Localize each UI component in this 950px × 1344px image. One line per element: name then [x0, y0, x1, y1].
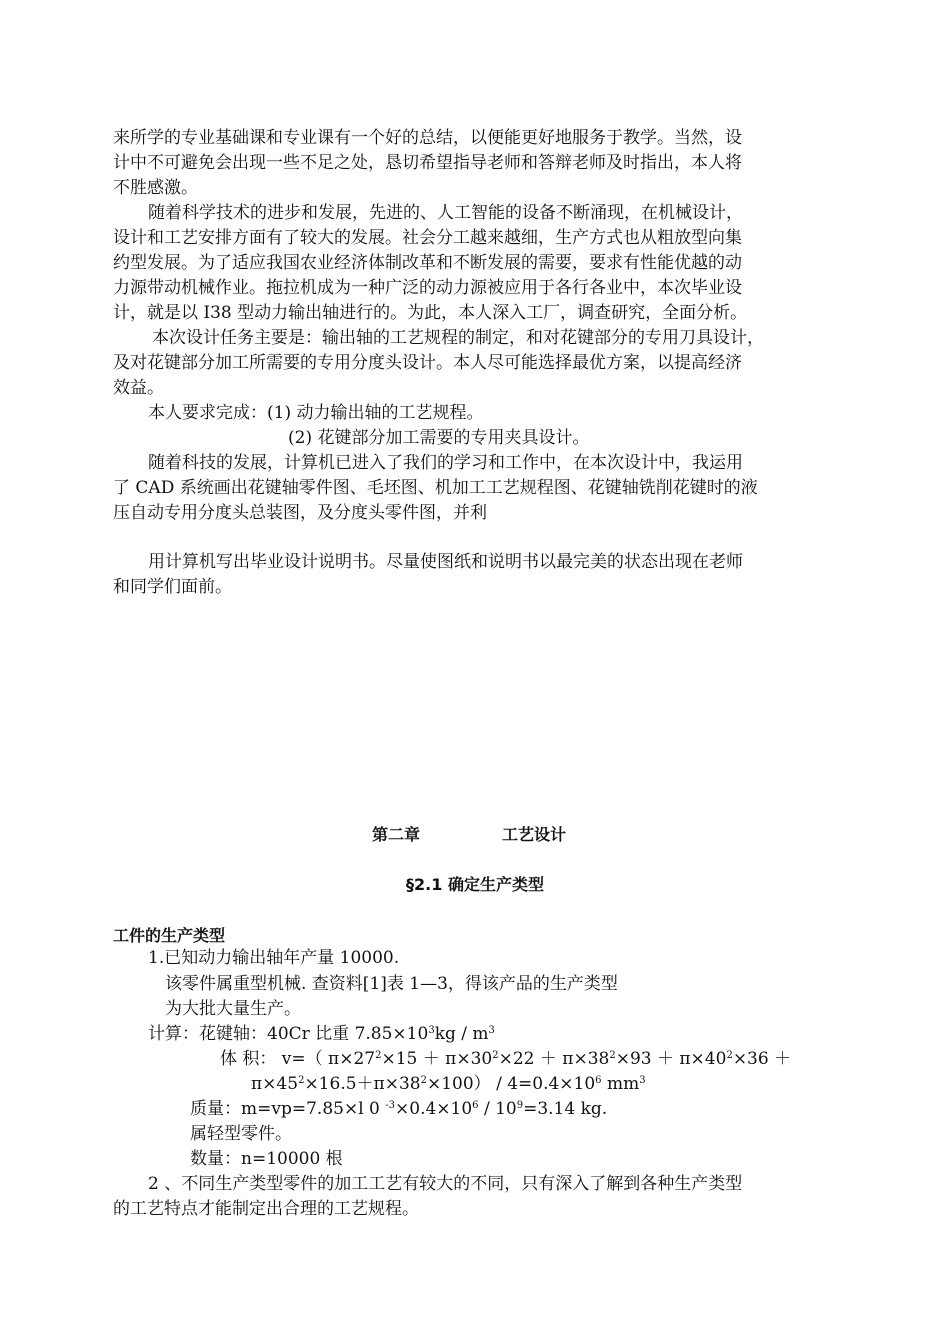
formula-part: =3.14 kg.: [523, 1099, 608, 1119]
text-line: 属轻型零件。: [190, 1124, 292, 1144]
mass-formula-line: [190, 1097, 607, 1121]
formula-part: π×45: [251, 1074, 299, 1094]
text-line: 力源带动机械作业。拖拉机成为一种广泛的动力源被应用于各行各业中，本次毕业设: [113, 278, 742, 298]
formula-part: ×93 ＋ π×40: [615, 1049, 727, 1069]
chapter-title: 工艺设计: [502, 825, 567, 844]
calculation-line: [148, 1022, 495, 1046]
formula-part: ×15 ＋ π×30: [381, 1049, 493, 1069]
exponent: 3: [488, 1025, 495, 1036]
text-line: 来所学的专业基础课和专业课有一个好的总结，以便能更好地服务于教学。当然，设: [113, 128, 742, 148]
text-line: 2 、不同生产类型零件的加工工艺有较大的不同，只有深入了解到各种生产类型: [148, 1174, 743, 1194]
calc-text: 计算：花键轴：40Cr 比重 7.85×10: [148, 1024, 429, 1044]
exponent: 2: [492, 1050, 499, 1061]
formula-part: ×22 ＋ π×38: [498, 1049, 610, 1069]
text-line: 为大批大量生产。: [165, 999, 301, 1019]
quantity-line: 数量：n=10000 根: [190, 1149, 343, 1169]
exponent: 2: [609, 1050, 616, 1061]
formula-part: mm: [601, 1074, 640, 1094]
text-line: 不胜感激。: [113, 178, 198, 198]
formula-part: ×0.4×10: [395, 1099, 473, 1119]
text-line: 了 CAD 系统画出花键轴零件图、毛坯图、机加工工艺规程图、花键轴铣削花键时的液: [113, 478, 758, 498]
exponent: 6: [472, 1100, 479, 1111]
section-heading: §2.1 确定生产类型: [406, 875, 544, 894]
calc-unit: kg / m: [434, 1024, 489, 1044]
text-line: 设计和工艺安排方面有了较大的发展。社会分工越来越细，生产方式也从粗放型向集: [113, 228, 742, 248]
formula-part: ×36 ＋: [732, 1049, 792, 1069]
text-line: 和同学们面前。: [113, 577, 232, 597]
text-line: 及对花键部分加工所需要的专用分度头设计。本人尽可能选择最优方案，以提高经济: [113, 353, 742, 373]
volume-formula-line-1: [220, 1047, 791, 1071]
exponent: 2: [726, 1050, 733, 1061]
subheading: 工件的生产类型: [113, 926, 226, 945]
formula-part: / 10: [478, 1099, 517, 1119]
text-line: 压自动专用分度头总装图，及分度头零件图，并利: [113, 503, 487, 523]
text-line: 该零件属重型机械. 查资料[1]表 1—3，得该产品的生产类型: [165, 974, 618, 994]
text-line: 效益。: [113, 378, 164, 398]
formula-part: 质量：m=vp=7.85×l 0: [190, 1099, 386, 1119]
text-line: 本次设计任务主要是：输出轴的工艺规程的制定，和对花键部分的专用刀具设计，: [152, 328, 764, 348]
formula-part: ×100） / 4=0.4×10: [426, 1074, 596, 1094]
exponent: 3: [428, 1025, 435, 1036]
text-line: 计，就是以 I38 型动力输出轴进行的。为此，本人深入工厂，调查研究，全面分析。: [113, 303, 748, 323]
exponent: 3: [639, 1075, 646, 1086]
text-line: 约型发展。为了适应我国农业经济体制改革和不断发展的需要，要求有性能优越的动: [113, 253, 742, 273]
volume-formula-line-2: [251, 1072, 646, 1096]
text-line: 的工艺特点才能制定出合理的工艺规程。: [113, 1199, 419, 1219]
text-line: 随着科学技术的进步和发展，先进的、人工智能的设备不断涌现，在机械设计，: [148, 203, 743, 223]
exponent: 2: [420, 1075, 427, 1086]
requirement-item-2: (2) 花键部分加工需要的专用夹具设计。: [288, 428, 590, 448]
requirement-item-1: 本人要求完成：(1) 动力输出轴的工艺规程。: [148, 403, 484, 423]
exponent: 6: [595, 1075, 602, 1086]
exponent: 2: [298, 1075, 305, 1086]
formula-part: ×16.5＋π×38: [304, 1074, 421, 1094]
exponent: 2: [375, 1050, 382, 1061]
formula-part: 体 积： v=（ π×27: [220, 1049, 376, 1069]
text-line: 计中不可避免会出现一些不足之处，恳切希望指导老师和答辩老师及时指出，本人将: [113, 153, 742, 173]
text-line: 随着科技的发展，计算机已进入了我们的学习和工作中，在本次设计中，我运用: [148, 453, 743, 473]
exponent: 9: [516, 1100, 524, 1111]
item-1: 1.已知动力输出轴年产量 10000.: [148, 948, 400, 968]
chapter-number: 第二章: [372, 825, 421, 844]
text-line: 用计算机写出毕业设计说明书。尽量使图纸和说明书以最完美的状态出现在老师: [148, 552, 743, 572]
exponent: -3: [385, 1100, 396, 1111]
